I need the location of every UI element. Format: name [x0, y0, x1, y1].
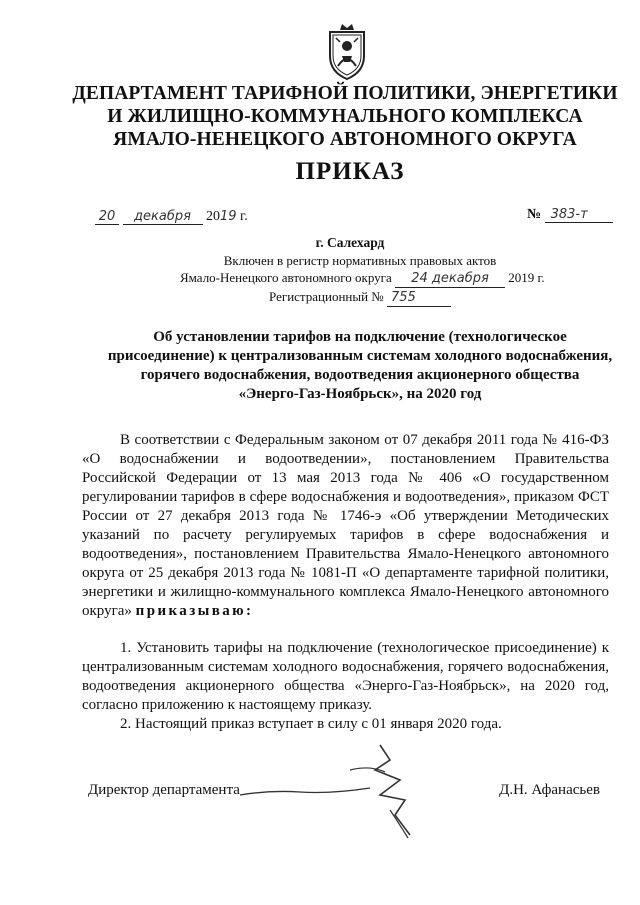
- order-number-value: 383-т: [545, 207, 613, 223]
- order-day: 20: [95, 209, 119, 225]
- subject-line: «Энерго-Газ-Ноябрьск», на 2020 год: [238, 386, 482, 402]
- subject-line: горячего водоснабжения, водоотведения акционерного общества: [140, 367, 580, 383]
- order-date: [95, 209, 248, 225]
- subject-line: Об установлении тарифов на подключение (технологическое: [153, 329, 567, 345]
- order-item-2: 2. Настоящий приказ вступает в силу с 01 января 2020 года.: [120, 716, 502, 732]
- order-year-prefix: 20: [206, 209, 220, 224]
- registry-stamp: [180, 252, 545, 307]
- handwritten-signature: [230, 740, 420, 840]
- signatory-position: Директор департамента: [88, 782, 240, 798]
- coat-of-arms-icon: [322, 22, 372, 82]
- subject-line: присоединение) к централизованным системам холодного водоснабжения,: [107, 348, 613, 364]
- department-title-line: ДЕПАРТАМЕНТ ТАРИФНОЙ ПОЛИТИКИ, ЭНЕРГЕТИКИ: [72, 83, 618, 104]
- registry-line: Включен в регистр нормативных правовых актов: [223, 253, 497, 268]
- signatory-name: Д.Н. Афанасьев: [499, 782, 600, 798]
- registry-year: 2019 г.: [508, 270, 545, 285]
- registry-region: Ямало-Ненецкого автономного округа: [180, 270, 392, 285]
- preamble-paragraph: [82, 431, 609, 621]
- city: г. Салехард: [315, 235, 385, 250]
- order-body: [82, 431, 609, 734]
- order-action-word: приказываю:: [135, 603, 254, 619]
- department-title: [60, 82, 630, 151]
- registry-number-label: Регистрационный №: [269, 289, 384, 304]
- document-type: ПРИКАЗ: [295, 158, 405, 185]
- preamble-text: В соответствии с Федеральным законом от 07 декабря 2011 года № 416-ФЗ «О водоснабжении и водоотведении», постановлением Правительства Российской Федерации от 13 мая 2013 года № 406 «О государственном регулировании тарифов в сфере водоснабжения и водоотведения», приказом ФСТ России от 27 декабря 2013 года № 1746-э «Об утверждении Методических указаний по расчету регулируемых тарифов в сфере водоснабжения и водоотведения», постановлением Правительства Ямало-Ненецкого автономного округа от 25 декабря 2013 года № 1081-П «О департаменте тарифной политики, энергетики и жилищно-коммунального комплекса Ямало-Ненецкого автономного округа»: [82, 432, 609, 619]
- registry-line: [180, 288, 540, 307]
- order-year-suffix: г.: [236, 209, 248, 224]
- order-year-hand: 19: [220, 209, 237, 224]
- department-title-line: И ЖИЛИЩНО-КОММУНАЛЬНОГО КОМПЛЕКСА: [107, 106, 583, 127]
- order-number: [527, 207, 613, 223]
- department-title-line: ЯМАЛО-НЕНЕЦКОГО АВТОНОМНОГО ОКРУГА: [113, 129, 577, 150]
- order-item-1: 1. Установить тарифы на подключение (технологическое присоединение) к централизованным системам холодного водоснабжения, горячего водоснабжения, водоотведения акционерного общества «Энерго-Газ-Ноябрьск», на 2020 год, согласно приложению к настоящему приказу.: [82, 640, 609, 713]
- registry-date: 24 декабря: [395, 270, 505, 288]
- registry-number: 755: [387, 289, 451, 307]
- order-month: декабря: [123, 209, 203, 225]
- registry-line: [180, 269, 545, 288]
- order-subject: [100, 328, 620, 404]
- order-number-label: №: [527, 207, 542, 222]
